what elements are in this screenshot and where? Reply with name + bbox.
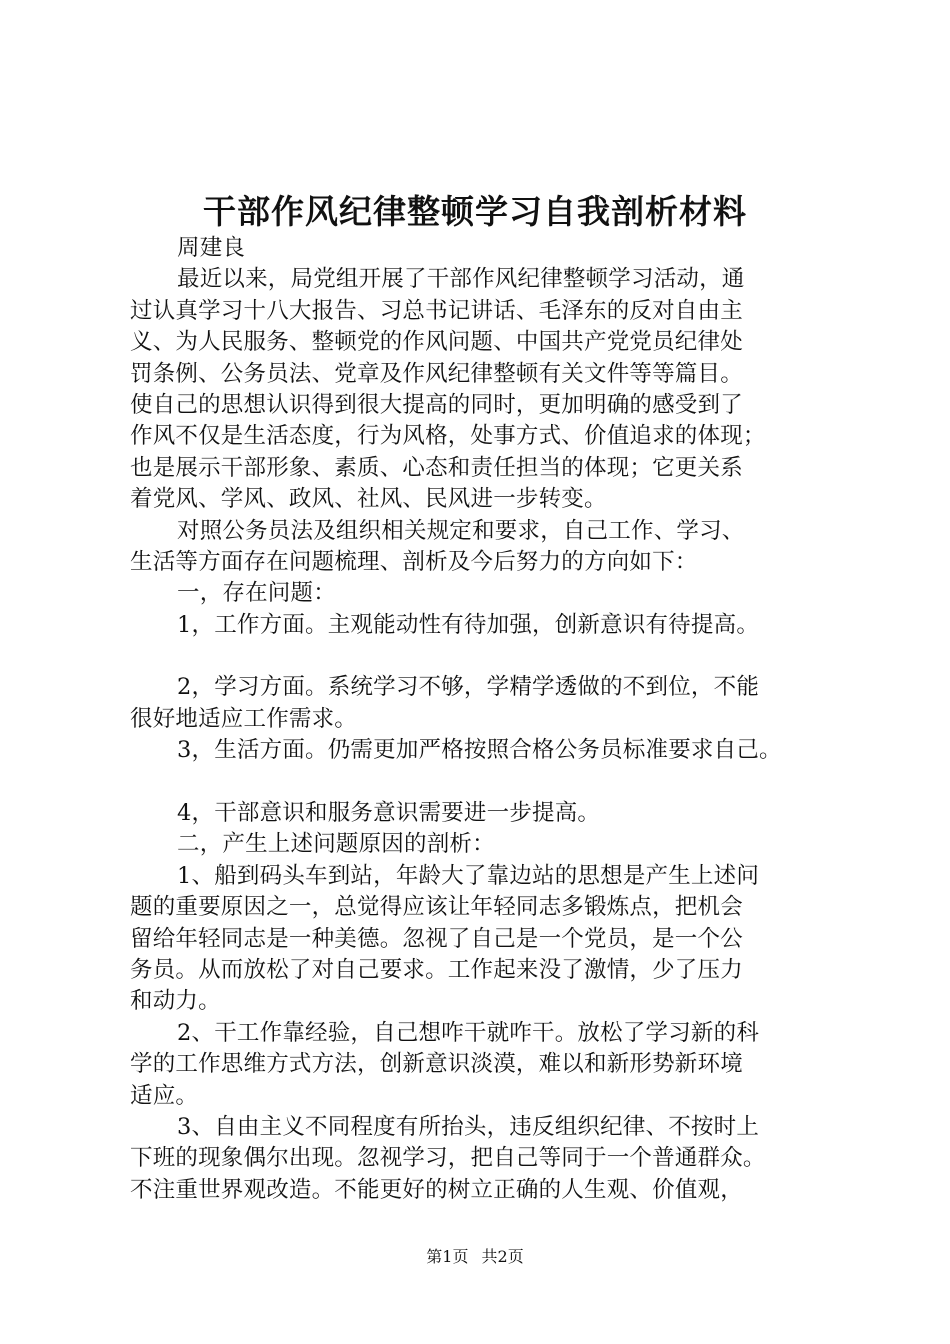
text-line: 义、为人民服务、整顿党的作风问题、中国共产党党员纪律处: [130, 329, 743, 356]
document-title: 干部作风纪律整顿学习自我剖析材料: [203, 192, 747, 231]
page-number: 第1页: [426, 1247, 469, 1266]
blank-line: [130, 767, 842, 798]
text-line: 也是展示干部形象、素质、心态和责任担当的体现；它更关系: [130, 454, 743, 481]
text-line: 二，产生上述问题原因的剖析：: [177, 831, 495, 858]
text-line: 很好地适应工作需求。: [130, 705, 358, 732]
text-line: 对照公务员法及组织相关规定和要求，自己工作、学习、: [177, 517, 745, 544]
text-line: 过认真学习十八大报告、习总书记讲话、毛泽东的反对自由主: [130, 297, 743, 324]
text-line: 罚条例、公务员法、党章及作风纪律整顿有关文件等等篇目。: [130, 360, 743, 387]
text-line: 不注重世界观改造。不能更好的树立正确的人生观、价值观，: [130, 1176, 743, 1203]
text-line: 学的工作思维方式方法，创新意识淡漠，难以和新形势新环境: [130, 1051, 743, 1078]
text-line: 适应。: [130, 1082, 199, 1109]
text-line: 4，干部意识和服务意识需要进一步提高。: [177, 800, 601, 827]
text-line: 留给年轻同志是一种美德。忽视了自己是一个党员，是一个公: [130, 925, 743, 952]
document-body: [130, 233, 842, 1206]
text-line: 2，学习方面。系统学习不够，学精学透做的不到位，不能: [177, 674, 760, 701]
page-footer: [0, 1244, 950, 1267]
text-line: 着党风、学风、政风、社风、民风进一步转变。: [130, 486, 607, 513]
text-line: 3，生活方面。仍需更加严格按照合格公务员标准要求自己。: [177, 737, 782, 764]
text-line: 3、自由主义不同程度有所抬头，违反组织纪律、不按时上: [177, 1113, 760, 1140]
text-line: 题的重要原因之一，总觉得应该让年轻同志多锻炼点，把机会: [130, 894, 743, 921]
text-line: 下班的现象偶尔出现。忽视学习，把自己等同于一个普通群众。: [130, 1145, 766, 1172]
text-line: 最近以来，局党组开展了干部作风纪律整顿学习活动，通: [177, 266, 745, 293]
text-line: 使自己的思想认识得到很大提高的同时，更加明确的感受到了: [130, 391, 743, 418]
text-line: 周建良: [177, 235, 246, 261]
text-line: 和动力。: [130, 988, 221, 1015]
text-line: 务员。从而放松了对自己要求。工作起来没了激情，少了压力: [130, 956, 743, 983]
text-line: 一，存在问题：: [177, 580, 336, 607]
text-line: 1，工作方面。主观能动性有待加强，创新意识有待提高。: [177, 611, 760, 638]
blank-line: [130, 641, 842, 672]
page-total: 共2页: [481, 1247, 524, 1266]
text-line: 作风不仅是生活态度，行为风格，处事方式、价值追求的体现；: [130, 423, 766, 450]
text-line: 生活等方面存在问题梳理、剖析及今后努力的方向如下：: [130, 548, 698, 575]
text-line: 2、干工作靠经验，自己想咋干就咋干。放松了学习新的科: [177, 1019, 760, 1046]
text-line: 1、船到码头车到站，年龄大了靠边站的思想是产生上述问: [177, 862, 760, 889]
